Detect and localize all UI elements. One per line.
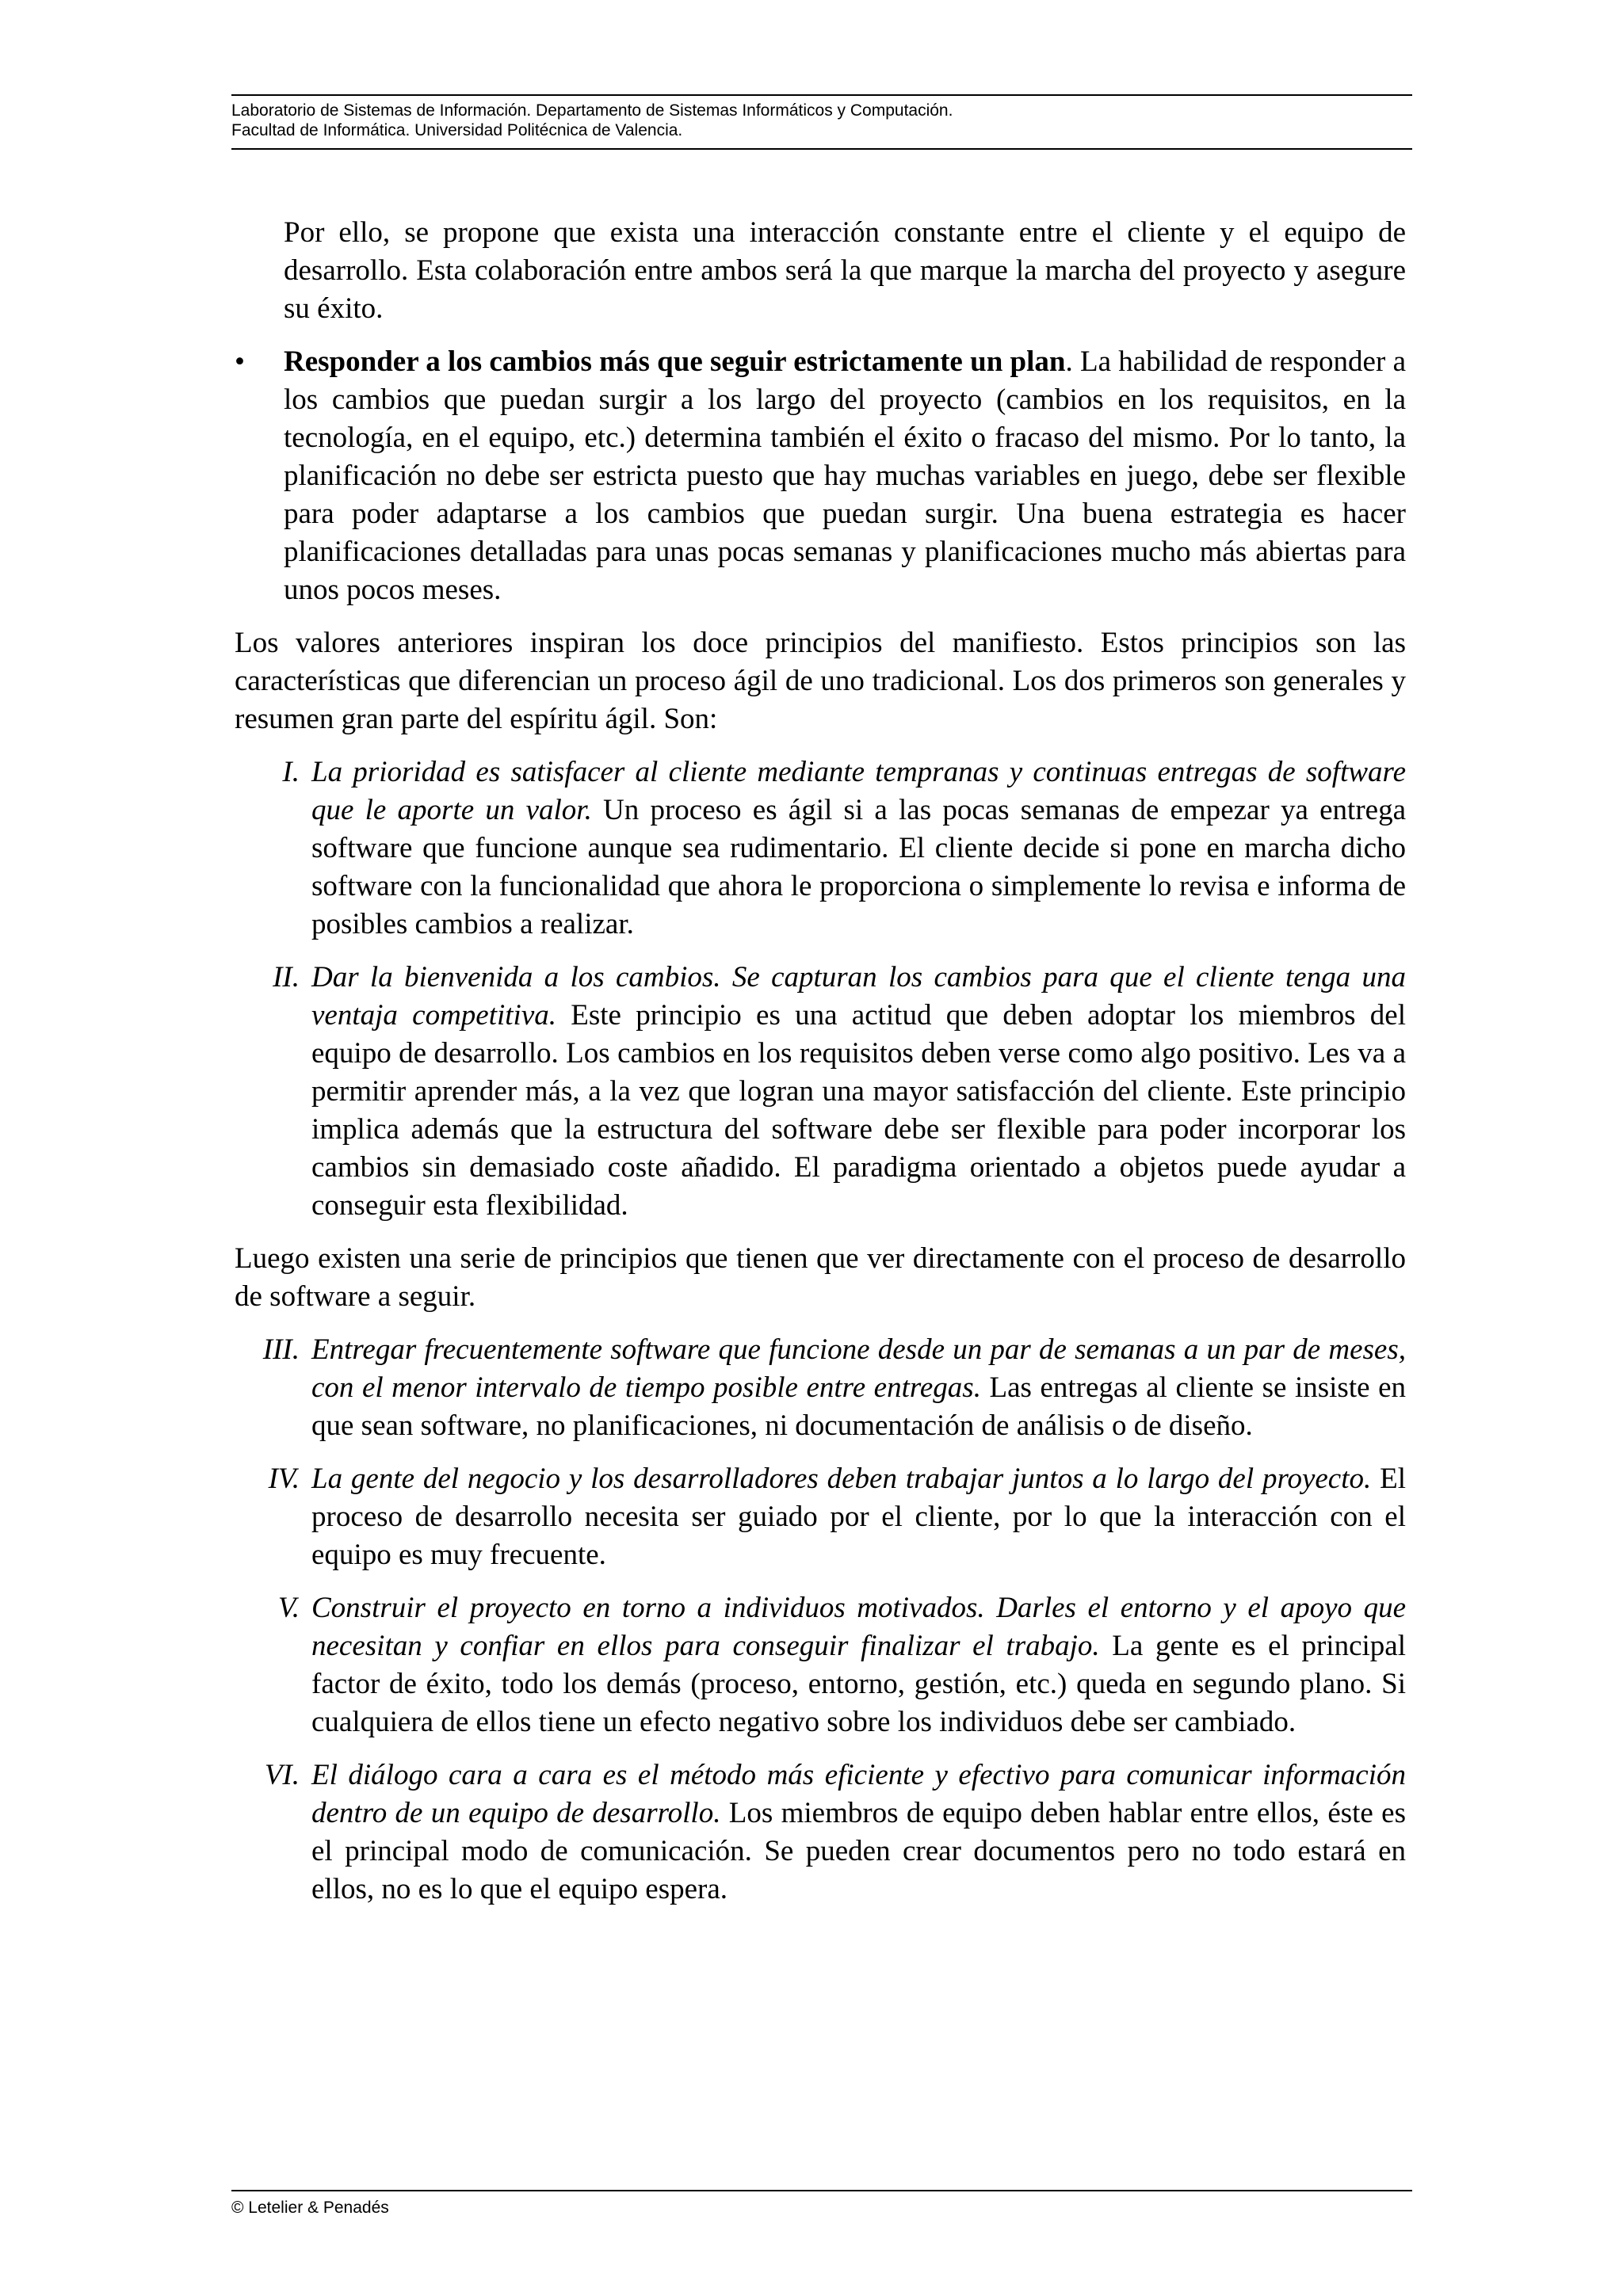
principle-title: Construir el proyecto en torno a individuos motivados. Darles el entorno y el apoyo que necesitan y confiar en ellos para conseguir finalizar el trabajo. xyxy=(311,1592,1406,1662)
principle-number: II. xyxy=(273,961,300,994)
principle-number: VI. xyxy=(264,1759,300,1791)
bullet-item xyxy=(235,343,1406,609)
principle-number: V. xyxy=(277,1592,300,1624)
footer-copyright: © Letelier & Penadés xyxy=(231,2199,389,2217)
paragraph-principles-intro: Los valores anteriores inspiran los doce principios del manifiesto. Estos principios son las características que diferencian un proceso ágil de uno tradicional. Los dos primeros son generales y resumen gran parte del espíritu ágil. Son: xyxy=(235,627,1406,735)
page-content xyxy=(235,214,1406,1909)
principle-item xyxy=(235,753,1406,944)
principle-text: Las entregas al cliente se insiste en que sean software, no planificaciones, ni documentación de análisis o de diseño. xyxy=(311,1371,1406,1442)
principle-text: Los miembros de equipo deben hablar entre ellos, éste es el principal modo de comunicación. Se pueden crear documentos pero no todo estará en ellos, no es lo que el equipo espera. xyxy=(311,1797,1406,1905)
principle-title: Dar la bienvenida a los cambios. Se capturan los cambios para que el cliente tenga una ventaja competitiva. xyxy=(311,961,1406,1032)
principle-text: Este principio es una actitud que deben adoptar los miembros del equipo de desarrollo. Los cambios en los requisitos deben verse como algo positivo. Les va a permitir aprender más, a la vez que logran una mayor satisfacción del cliente. Este principio implica además que la estructura del software debe ser flexible para poder incorporar los cambios sin demasiado coste añadido. El paradigma orientado a objetos puede ayudar a conseguir esta flexibilidad. xyxy=(311,999,1406,1222)
page-header xyxy=(231,94,1412,150)
paragraph-process-intro: Luego existen una serie de principios que tienen que ver directamente con el proceso de desarrollo de software a seguir. xyxy=(235,1242,1406,1313)
principle-item xyxy=(235,1460,1406,1574)
principle-title: La prioridad es satisfacer al cliente mediante tempranas y continuas entregas de software que le aporte un valor. xyxy=(311,756,1406,826)
bullet-bold-text: Responder a los cambios más que seguir estrictamente un plan xyxy=(284,345,1066,378)
principle-item xyxy=(235,1589,1406,1741)
bullet-text: . La habilidad de responder a los cambios que puedan surgir a los largo del proyecto (cambios en los requisitos, en la tecnología, en el equipo, etc.) determina también el éxito o fracaso del mismo. Por lo tanto, la planificación no debe ser estricta puesto que hay muchas variables en juego, debe ser flexible para poder adaptarse a los cambios que puedan surgir. Una buena estrategia es hacer planificaciones detalladas para unas pocas semanas y planificaciones mucho más abiertas para unos pocos meses. xyxy=(284,345,1406,606)
principle-number: III. xyxy=(262,1333,300,1366)
intro-continuation: Por ello, se propone que exista una interacción constante entre el cliente y el equipo de desarrollo. Esta colaboración entre ambos será la que marque la marcha del proyecto y asegure su éxito. xyxy=(284,216,1406,325)
principle-text: Un proceso es ágil si a las pocas semanas de empezar ya entrega software que funcione aunque sea rudimentario. El cliente decide si pone en marcha dicho software con la funcionalidad que ahora le proporciona o simplemente lo revisa e informa de posibles cambios a realizar. xyxy=(311,794,1406,940)
principle-item xyxy=(235,959,1406,1225)
page-footer xyxy=(231,2190,1412,2218)
header-line-2: Facultad de Informática. Universidad Politécnica de Valencia. xyxy=(231,121,683,139)
principle-item xyxy=(235,1331,1406,1445)
principle-title: Entregar frecuentemente software que funcione desde un par de semanas a un par de meses, con el menor intervalo de tiempo posible entre entregas. xyxy=(311,1333,1406,1404)
principle-text: El proceso de desarrollo necesita ser guiado por el cliente, por lo que la interacción con el equipo es muy frecuente. xyxy=(311,1463,1406,1571)
principle-text: La gente es el principal factor de éxito, todo los demás (proceso, entorno, gestión, etc.) queda en segundo plano. Si cualquiera de ellos tiene un efecto negativo sobre los individuos debe ser cambiado. xyxy=(311,1630,1406,1738)
principle-number: IV. xyxy=(268,1463,300,1495)
bullet-symbol: • xyxy=(235,345,245,378)
header-line-1: Laboratorio de Sistemas de Información. Departamento de Sistemas Informáticos y Computación. xyxy=(231,101,953,120)
principle-number: I. xyxy=(282,756,300,788)
principle-title: La gente del negocio y los desarrolladores deben trabajar juntos a lo largo del proyecto. xyxy=(311,1463,1372,1495)
principle-title: El diálogo cara a cara es el método más eficiente y efectivo para comunicar información dentro de un equipo de desarrollo. xyxy=(311,1759,1406,1829)
principle-item xyxy=(235,1756,1406,1909)
